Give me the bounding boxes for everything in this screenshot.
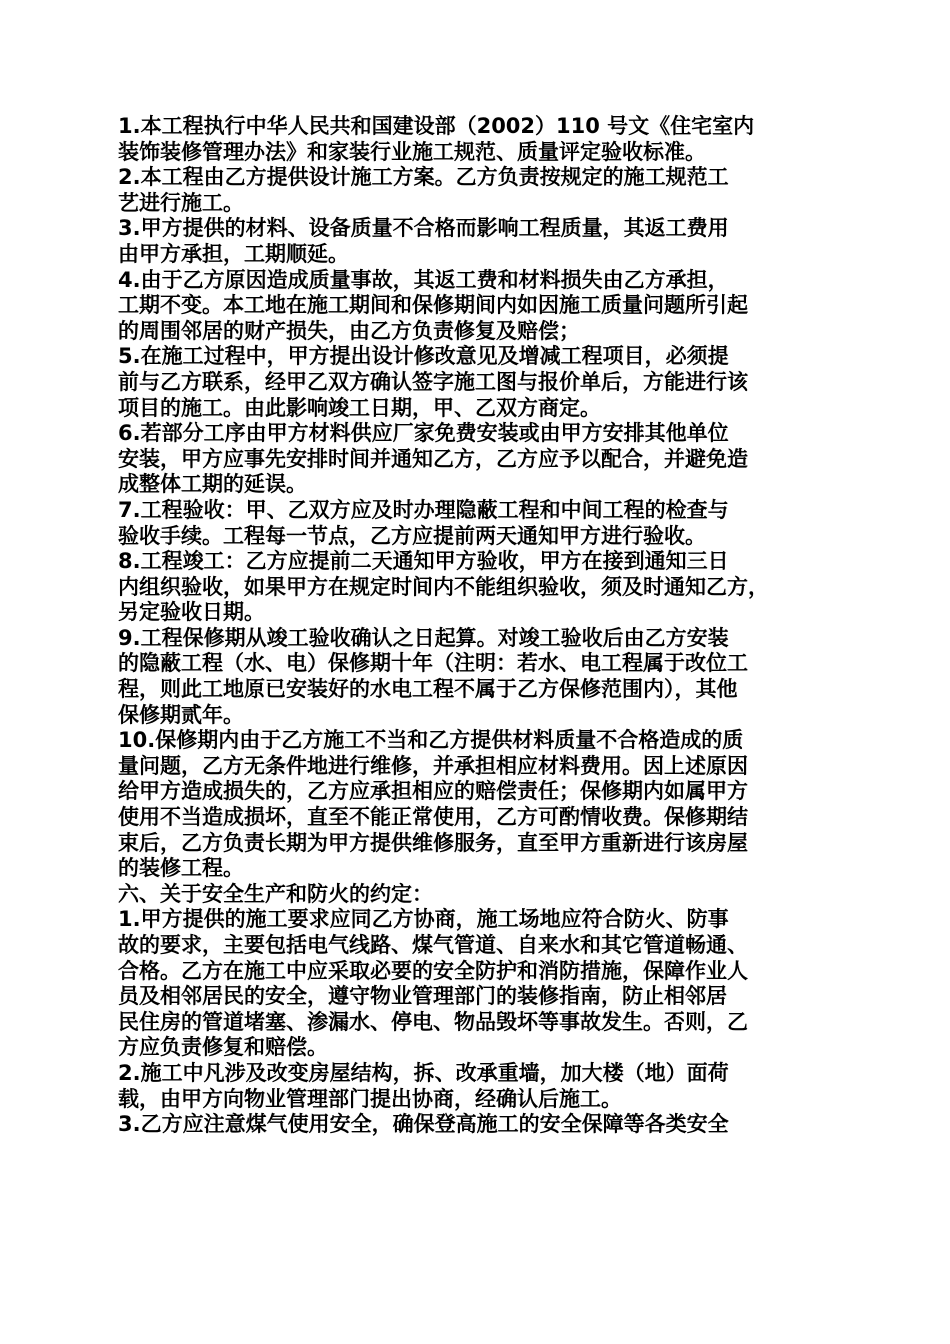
text-line: 合格。乙方在施工中应采取必要的安全防护和消防措施，保障作业人 — [118, 958, 748, 983]
text-line: 使用不当造成损坏，直至不能正常使用，乙方可酌情收费。保修期结 — [118, 805, 748, 830]
text-line: 10.保修期内由于乙方施工不当和乙方提供材料质量不合格造成的质 — [118, 728, 744, 753]
text-line: 由甲方承担，工期顺延。 — [118, 241, 349, 266]
text-line: 项目的施工。由此影响竣工日期，甲、乙双方商定。 — [118, 395, 601, 420]
text-line: 6.若部分工序由甲方材料供应厂家免费安装或由甲方安排其他单位 — [118, 421, 729, 446]
text-line: 7.工程验收：甲、乙双方应及时办理隐蔽工程和中间工程的检查与 — [118, 497, 729, 522]
text-line: 载，由甲方向物业管理部门提出协商，经确认后施工。 — [118, 1086, 622, 1111]
text-line: 3.甲方提供的材料、设备质量不合格而影响工程质量，其返工费用 — [118, 216, 729, 241]
text-line: 内组织验收，如果甲方在规定时间内不能组织验收，须及时通知乙方， — [118, 574, 769, 599]
text-line: 给甲方造成损失的，乙方应承担相应的赔偿责任；保修期内如属甲方 — [118, 779, 748, 804]
text-line: 艺进行施工。 — [118, 190, 244, 215]
text-line: 装饰装修管理办法》和家装行业施工规范、质量评定验收标准。 — [118, 139, 706, 164]
text-line: 2.施工中凡涉及改变房屋结构，拆、改承重墙，加大楼（地）面荷 — [118, 1060, 729, 1085]
text-line: 的周围邻居的财产损失，由乙方负责修复及赔偿； — [118, 318, 580, 343]
text-line: 故的要求，主要包括电气线路、煤气管道、自来水和其它管道畅通、 — [118, 933, 748, 957]
text-line: 前与乙方联系，经甲乙双方确认签字施工图与报价单后，方能进行该 — [118, 369, 748, 394]
text-line: 安装，甲方应事先安排时间并通知乙方，乙方应予以配合，并避免造 — [118, 446, 748, 471]
text-line: 的装修工程。 — [118, 856, 244, 881]
text-line: 8.工程竣工：乙方应提前二天通知甲方验收，甲方在接到通知三日 — [118, 549, 729, 574]
text-line: 5.在施工过程中，甲方提出设计修改意见及增减工程项目，必须提 — [118, 344, 729, 369]
text-line: 程，则此工地原已安装好的水电工程不属于乙方保修范围内），其他 — [118, 677, 738, 702]
text-line: 的隐蔽工程（水、电）保修期十年（注明：若水、电工程属于改位工 — [118, 651, 748, 676]
text-line: 2.本工程由乙方提供设计施工方案。乙方负责按规定的施工规范工 — [118, 165, 729, 190]
text-line: 4.由于乙方原因造成质量事故，其返工费和材料损失由乙方承担， — [118, 267, 729, 292]
text-line: 1.本工程执行中华人民共和国建设部（2002）110 号文《住宅室内 — [118, 114, 755, 138]
text-line: 量问题，乙方无条件地进行维修，并承担相应材料费用。因上述原因 — [118, 753, 748, 778]
text-line: 保修期贰年。 — [118, 702, 244, 727]
section-heading: 六、关于安全生产和防火的约定： — [118, 881, 433, 906]
text-line: 民住房的管道堵塞、渗漏水、停电、物品毁坏等事故发生。否则，乙 — [118, 1009, 748, 1034]
text-line: 3.乙方应注意煤气使用安全，确保登高施工的安全保障等各类安全 — [118, 1112, 729, 1137]
text-line: 另定验收日期。 — [118, 600, 265, 625]
text-line: 方应负责修复和赔偿。 — [118, 1035, 328, 1060]
text-line: 验收手续。工程每一节点，乙方应提前两天通知甲方进行验收。 — [118, 523, 706, 548]
text-line: 成整体工期的延误。 — [118, 472, 307, 497]
document-body — [118, 114, 838, 1138]
text-line: 工期不变。本工地在施工期间和保修期间内如因施工质量问题所引起 — [118, 293, 748, 318]
text-line: 员及相邻居民的安全，遵守物业管理部门的装修指南，防止相邻居 — [118, 984, 727, 1009]
text-line: 1.甲方提供的施工要求应同乙方协商，施工场地应符合防火、防事 — [118, 907, 729, 932]
text-line: 束后，乙方负责长期为甲方提供维修服务，直至甲方重新进行该房屋 — [118, 830, 748, 855]
text-line: 9.工程保修期从竣工验收确认之日起算。对竣工验收后由乙方安装 — [118, 625, 729, 650]
